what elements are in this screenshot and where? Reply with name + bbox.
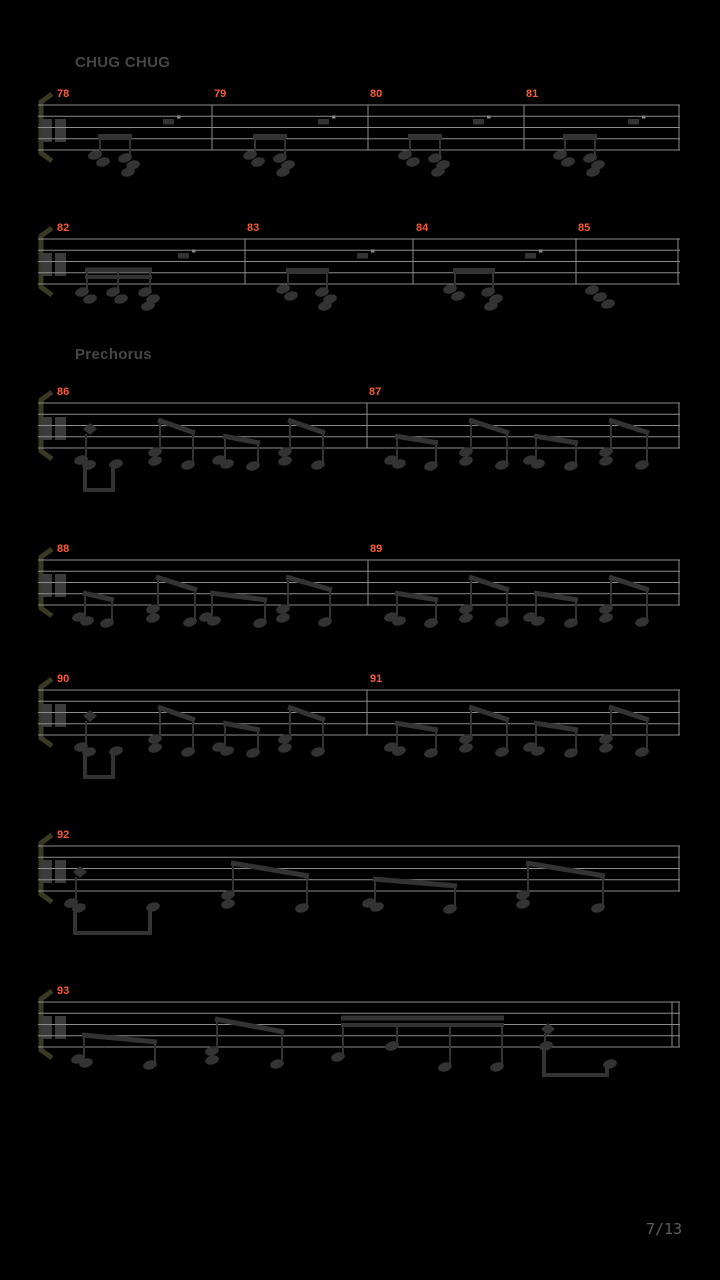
measure-number: 86 bbox=[57, 386, 70, 398]
note-head bbox=[220, 898, 236, 910]
harmonic-diamond-note-head bbox=[73, 866, 87, 878]
rest-mark bbox=[487, 116, 491, 119]
note-head bbox=[108, 745, 124, 757]
note-beam bbox=[286, 577, 332, 590]
harmonic-diamond-note-head bbox=[83, 710, 97, 722]
measure-number: 90 bbox=[57, 673, 70, 685]
note-head bbox=[277, 455, 293, 467]
rest-mark bbox=[539, 250, 543, 253]
measure-number: 85 bbox=[578, 222, 591, 234]
measure-number: 91 bbox=[370, 673, 383, 685]
note-head bbox=[458, 742, 474, 754]
rest-mark bbox=[332, 116, 336, 119]
half-rest bbox=[628, 119, 639, 125]
note-head bbox=[598, 455, 614, 467]
note-beam bbox=[469, 577, 509, 590]
page-indicator: 7/13 bbox=[646, 1220, 683, 1238]
note-head bbox=[598, 612, 614, 624]
half-rest bbox=[357, 253, 368, 259]
rest-mark bbox=[642, 116, 646, 119]
rest-mark bbox=[192, 250, 196, 253]
note-beam bbox=[156, 577, 197, 590]
note-head bbox=[145, 612, 161, 624]
note-beam bbox=[288, 707, 325, 720]
tap-slide-bracket bbox=[75, 908, 150, 933]
tap-slide-bracket bbox=[544, 1049, 607, 1075]
note-head bbox=[108, 458, 124, 470]
note-beam bbox=[469, 420, 509, 433]
half-rest bbox=[163, 119, 174, 125]
note-head bbox=[275, 612, 291, 624]
measure-number: 81 bbox=[526, 88, 539, 100]
measure-number: 84 bbox=[416, 222, 429, 234]
measure-number: 82 bbox=[57, 222, 70, 234]
note-beam bbox=[609, 420, 649, 433]
note-beam bbox=[609, 577, 649, 590]
note-beam bbox=[231, 863, 309, 876]
measure-number: 88 bbox=[57, 543, 70, 555]
note-head bbox=[204, 1054, 220, 1066]
harmonic-diamond-note-head bbox=[83, 423, 97, 435]
note-beam bbox=[215, 1019, 284, 1032]
note-beam bbox=[526, 863, 605, 876]
note-beam bbox=[158, 707, 195, 720]
section-label-prechorus: Prechorus bbox=[75, 346, 152, 363]
measure-number: 79 bbox=[214, 88, 227, 100]
measure-number: 78 bbox=[57, 88, 70, 100]
note-beam bbox=[158, 420, 195, 433]
note-head bbox=[458, 455, 474, 467]
measure-number: 80 bbox=[370, 88, 383, 100]
note-beam bbox=[609, 707, 649, 720]
section-label-chug-chug: CHUG CHUG bbox=[75, 54, 171, 71]
rest-mark bbox=[177, 116, 181, 119]
measure-number: 87 bbox=[369, 386, 382, 398]
half-rest bbox=[525, 253, 536, 259]
half-rest bbox=[178, 253, 189, 259]
measure-number: 93 bbox=[57, 985, 70, 997]
note-head bbox=[598, 742, 614, 754]
note-beam bbox=[469, 707, 509, 720]
note-head bbox=[515, 898, 531, 910]
measure-number: 92 bbox=[57, 829, 70, 841]
note-beam bbox=[288, 420, 325, 433]
measure-number: 83 bbox=[247, 222, 260, 234]
note-head bbox=[147, 455, 163, 467]
half-rest bbox=[318, 119, 329, 125]
note-head bbox=[147, 742, 163, 754]
rest-mark bbox=[371, 250, 375, 253]
note-head bbox=[145, 901, 161, 913]
measure-number: 89 bbox=[370, 543, 383, 555]
note-head bbox=[602, 1058, 618, 1070]
half-rest bbox=[473, 119, 484, 125]
note-head bbox=[458, 612, 474, 624]
note-head bbox=[277, 742, 293, 754]
